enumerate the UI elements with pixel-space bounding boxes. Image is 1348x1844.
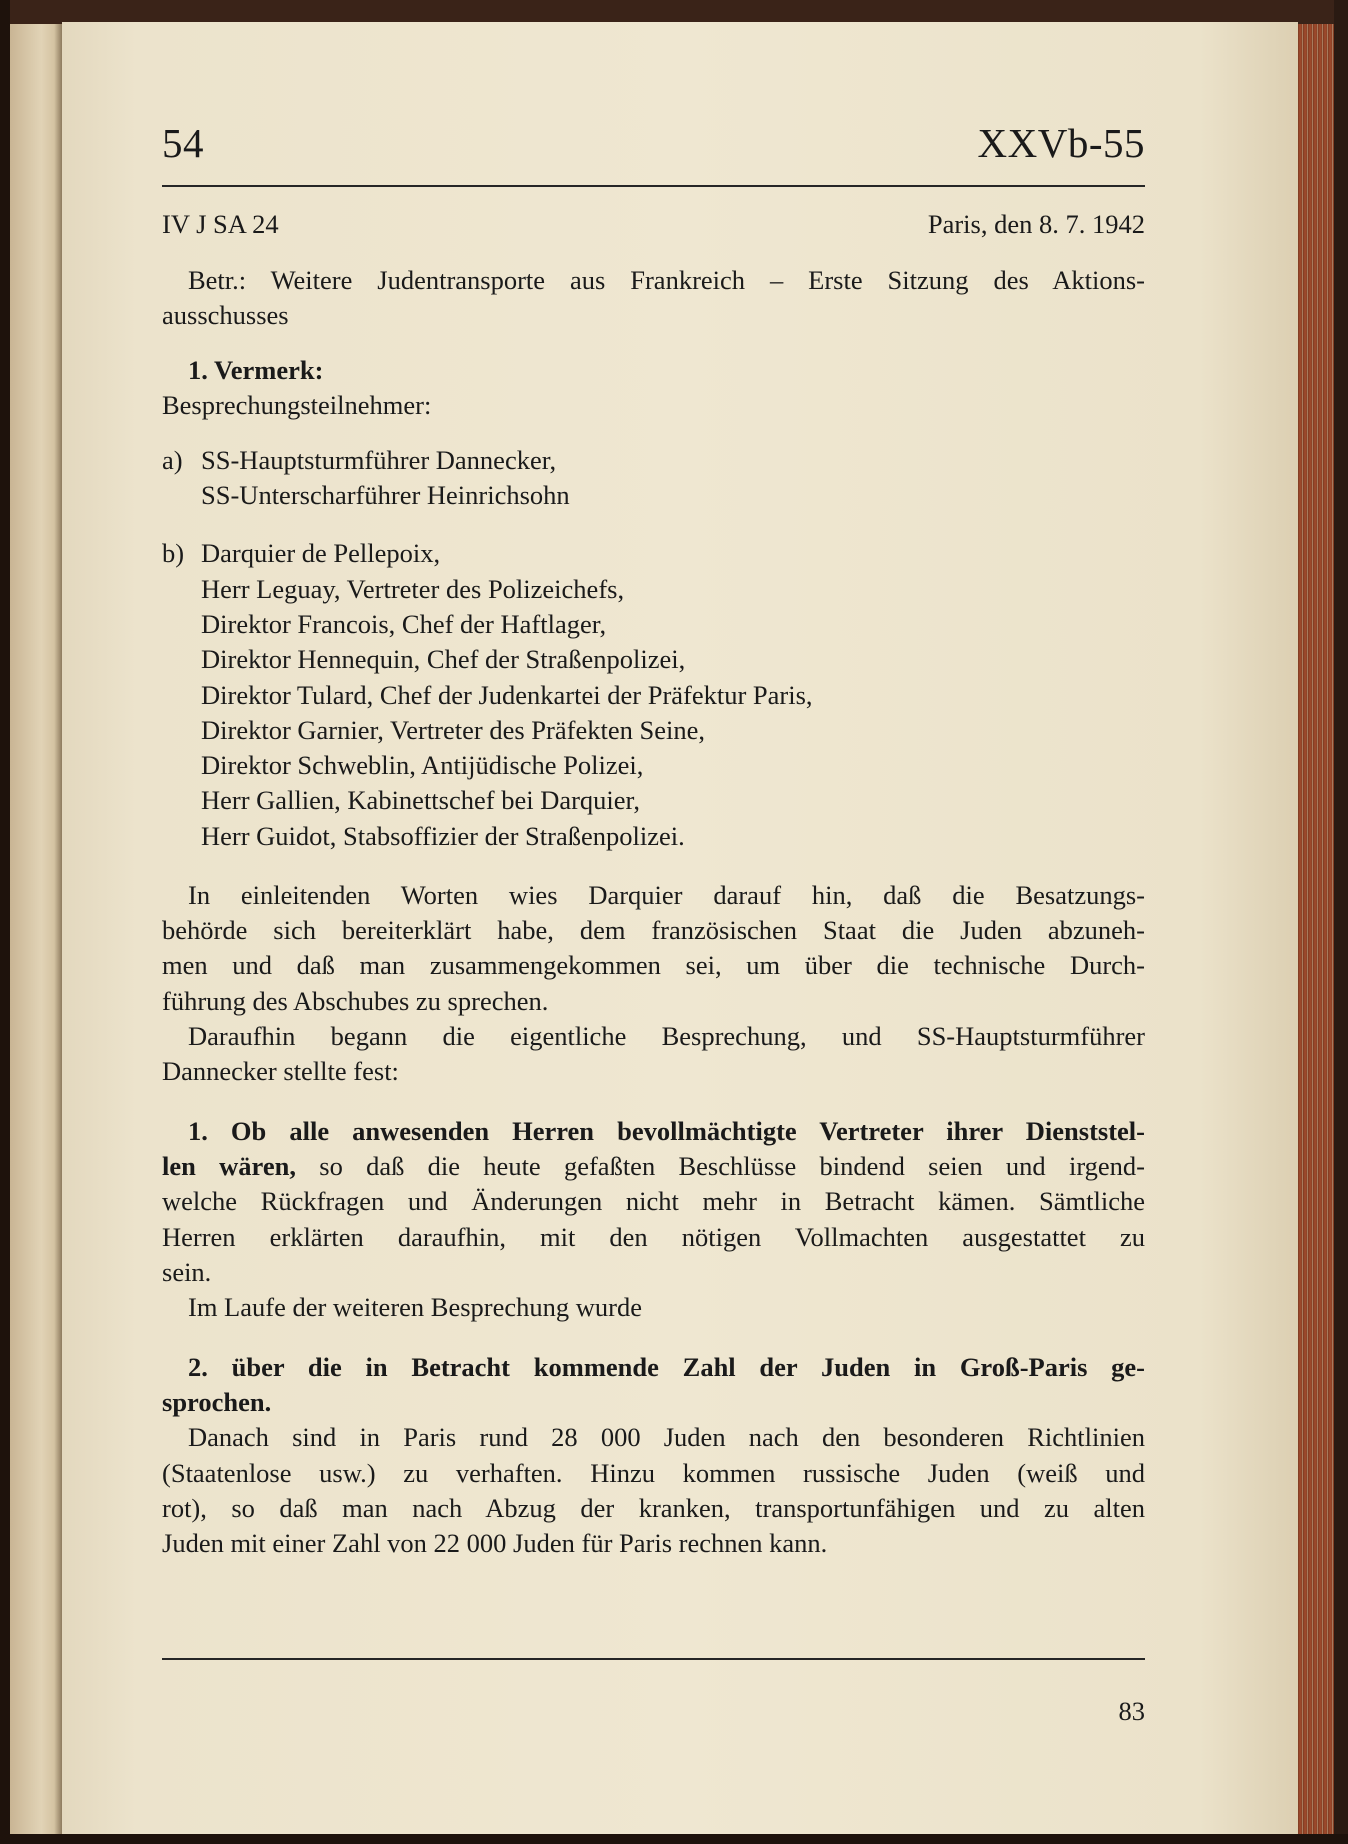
paragraph-line: (Staatenlose usw.) zu verhaften. Hinzu kommen russische Juden (weiß und	[162, 1458, 1145, 1488]
scan-border-top	[0, 0, 1348, 24]
book-page	[62, 22, 1298, 1834]
footer-rule	[162, 1658, 1145, 1660]
participant-line: SS-Unterscharführer Heinrichsohn	[201, 480, 570, 510]
point-1-line	[162, 1149, 1145, 1184]
page-number-left: 54	[162, 120, 204, 166]
paragraph-line: rot), so daß man nach Abzug der kranken, transportunfähigen und zu alten	[162, 1493, 1145, 1523]
paragraph-line: Danach sind in Paris rund 28 000 Juden nach den besonderen Richtlinien	[188, 1422, 1145, 1452]
document-number: XXVb-55	[977, 120, 1145, 166]
book-page-edges	[1298, 24, 1334, 1836]
participant-line: Direktor Tulard, Chef der Judenkartei der Präfektur Paris,	[201, 680, 813, 710]
paragraph-line: men und daß man zusammengekommen sei, um über die technische Durch-	[162, 950, 1145, 980]
point-1-heading: 1. Ob alle anwesenden Herren bevollmächtigte Vertreter ihrer Dienststel-	[188, 1116, 1145, 1146]
paragraph-line: sein.	[162, 1257, 212, 1287]
paragraph-line: Juden mit einer Zahl von 22 000 Juden für Paris rechnen kann.	[162, 1528, 828, 1558]
vermerk-heading: 1. Vermerk:	[188, 355, 324, 385]
participant-line: Herr Guidot, Stabsoffizier der Straßenpolizei.	[201, 821, 685, 851]
point-1-text: so daß die heute gefaßten Beschlüsse bindend seien und irgend-	[319, 1151, 1145, 1181]
participant-line: Darquier de Pellepoix,	[201, 538, 441, 568]
participant-line: SS-Hauptsturmführer Dannecker,	[201, 445, 557, 475]
subject-line-1: Betr.: Weitere Judentransporte aus Frankreich – Erste Sitzung des Aktions-	[188, 265, 1145, 295]
paragraph-line: Im Laufe der weiteren Besprechung wurde	[188, 1292, 642, 1322]
point-1-heading-end: len wären,	[162, 1151, 296, 1181]
point-2-heading: 2. über die in Betracht kommende Zahl der Juden in Groß-Paris ge-	[188, 1352, 1145, 1382]
point-2-heading-end: sprochen.	[162, 1387, 272, 1417]
participant-line: Direktor Hennequin, Chef der Straßenpolizei,	[201, 644, 686, 674]
participant-line: Direktor Francois, Chef der Haftlager,	[201, 609, 607, 639]
place-date: Paris, den 8. 7. 1942	[927, 209, 1145, 239]
page-number-footer: 83	[1118, 1696, 1145, 1726]
facing-page-gutter	[10, 24, 62, 1836]
paragraph-line: führung des Abschubes zu sprechen.	[162, 986, 549, 1016]
participant-line: Direktor Schweblin, Antijüdische Polizei,	[201, 750, 644, 780]
scan-border-right	[1334, 0, 1348, 1844]
participant-line: Herr Leguay, Vertreter des Polizeichefs,	[201, 574, 625, 604]
subject-line-2: ausschusses	[162, 300, 289, 330]
paragraph-line: welche Rückfragen und Änderungen nicht mehr in Betracht kämen. Sämtliche	[162, 1186, 1145, 1216]
header-rule	[162, 185, 1145, 187]
paragraph-line: behörde sich bereiterklärt habe, dem französischen Staat die Juden abzuneh-	[162, 915, 1145, 945]
paragraph-line: Daraufhin begann die eigentliche Besprechung, und SS-Hauptsturmführer	[188, 1021, 1145, 1051]
group-a-marker: a)	[162, 445, 183, 475]
scan-border-left	[0, 0, 10, 1844]
scan-border-bottom	[0, 1834, 1348, 1844]
participant-line: Direktor Garnier, Vertreter des Präfekten Seine,	[201, 715, 705, 745]
paragraph-line: Herren erklärten daraufhin, mit den nötigen Vollmachten ausgestattet zu	[162, 1222, 1145, 1252]
participants-label: Besprechungsteilnehmer:	[162, 390, 432, 420]
paragraph-line: Dannecker stellte fest:	[162, 1056, 399, 1086]
group-b-marker: b)	[162, 538, 185, 568]
participant-line: Herr Gallien, Kabinettschef bei Darquier,	[201, 785, 640, 815]
paragraph-line: In einleitenden Worten wies Darquier darauf hin, daß die Besatzungs-	[188, 880, 1145, 910]
reference-code: IV J SA 24	[162, 209, 279, 239]
